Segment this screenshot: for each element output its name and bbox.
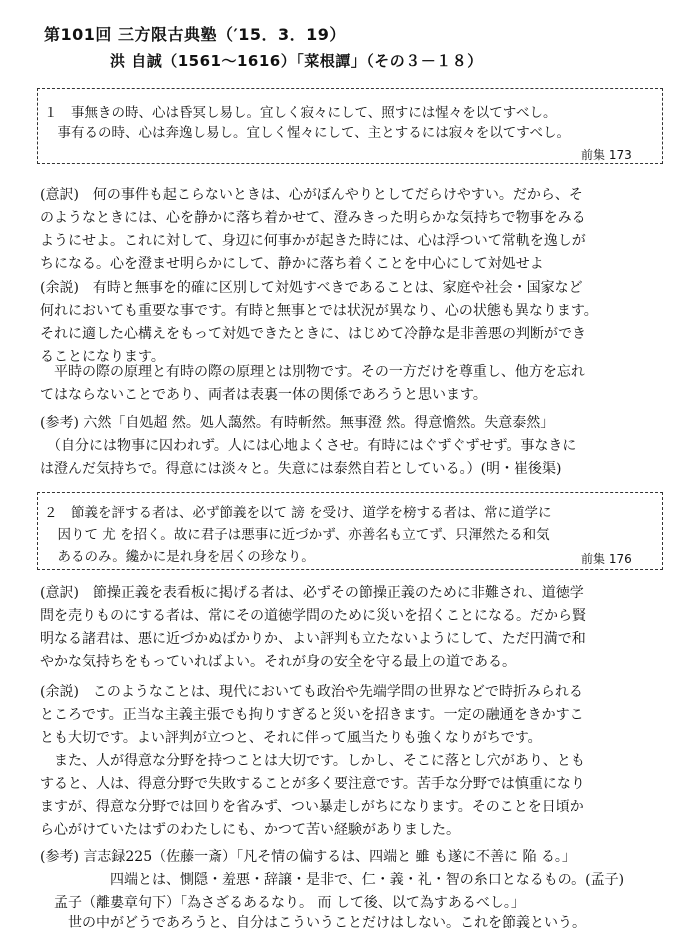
translation-1-line-4: ちになる。心を澄ませ明らかにして、静かに落ち着くことを中心にして対処せよ bbox=[40, 256, 544, 272]
comment-2-line-4: また、人が得意な分野を持つことは大切です。しかし、そこに落とし穴があり、とも bbox=[40, 753, 585, 769]
page-title: 第101回 三方限古典塾（′15．3．19） bbox=[44, 25, 346, 44]
translation-2-line-4: やかな気持ちをもっていればよい。それが身の安全を守る最上の道である。 bbox=[40, 654, 516, 670]
passage-1-line-2: 事有るの時、心は奔逸し易し。宜しく惺々にして、主とするには寂々を以てすべし。 bbox=[44, 125, 570, 141]
comment-2-line-2: ところです。正当な主義主張でも拘りすぎると災いを招きます。一定の融通をきかすこ bbox=[40, 707, 584, 723]
reference-2-line-4: 世の中がどうであろうと、自分はこういうことだけはしない。これを節義という。 bbox=[40, 915, 586, 931]
passage-2-line-3: あるのみ。纔かに是れ身を居くの珍なり。 bbox=[44, 549, 315, 565]
comment-2-line-5: すると、人は、得意分野で失敗することが多く要注意です。苦手な分野では慎重になり bbox=[40, 776, 585, 792]
comment-2-line-6: ますが、得意な分野では回りを省みず、つい暴走しがちになります。そのことを日頃か bbox=[40, 799, 584, 815]
translation-1-line-2: のようなときには、心を静かに落ち着かせて、澄みきった明らかな気持ちで物事をみる bbox=[40, 210, 586, 226]
translation-2-line-2: 問を売りものにする者は、常にその道徳学問のために災いを招くことになる。だから賢 bbox=[40, 608, 586, 624]
reference-1-line-1: (参考) 六然「自処超 然。処人藹然。有時斬然。無事澄 然。得意憺然。失意泰然」 bbox=[40, 415, 555, 431]
comment-1-line-1: (余説) 有時と無事を的確に区別して対処すべきであることは、家庭や社会・国家など bbox=[40, 280, 583, 296]
comment-2-line-7: ら心がけていたはずのわたしにも、かつて苦い経験がありました。 bbox=[40, 822, 460, 838]
translation-1-line-1: (意訳) 何の事件も起こらないときは、心がぼんやりとしてだらけやすい。だから、そ bbox=[40, 187, 583, 203]
comment-1-line-3: それに適した心構えをもって対処できたときに、はじめて冷静な是非善悪の判断ができ bbox=[40, 326, 586, 342]
passage-2-line-1: ２ 節義を評する者は、必ず節義を以て 謗 を受け、道学を榜する者は、常に道学に bbox=[44, 505, 552, 521]
comment-2-line-1: (余説) このようなことは、現代においても政治や先端学問の世界などで時折みられる bbox=[40, 684, 583, 700]
passage-1-reference: 前集 173 bbox=[581, 148, 632, 162]
comment-1-line-4: ることになります。 bbox=[40, 349, 165, 365]
reference-2-line-3: 孟子（離婁章句下）「為さざるあるなり。 而 して後、以て為すあるべし。」 bbox=[40, 895, 525, 911]
passage-1-line-1: １ 事無きの時、心は昏冥し易し。宜しく寂々にして、照すには惺々を以てすべし。 bbox=[44, 105, 557, 121]
comment-1-line-6: てはならないことであり、両者は表裏一体の関係であろうと思います。 bbox=[40, 387, 487, 403]
comment-1-line-5: 平時の際の原理と有時の際の原理とは別物です。その一方だけを尊重し、他方を忘れ bbox=[40, 364, 585, 380]
translation-2-line-1: (意訳) 節操正義を表看板に掲げる者は、必ずその節操正義のために非難され、道徳学 bbox=[40, 585, 584, 601]
passage-2-line-2: 因りて 尤 を招く。故に君子は悪事に近づかず、亦善名も立てず、只渾然たる和気 bbox=[44, 527, 550, 543]
page-subtitle: 洪 自誠（1561〜1616）「菜根譚」（その３－１８） bbox=[110, 52, 483, 70]
reference-1-line-3: は澄んだ気持ちで。得意には淡々と。失意には泰然自若としている。）(明・崔後渠) bbox=[40, 461, 562, 477]
translation-2-line-3: 明なる諸君は、悪に近づかぬばかりか、よい評判も立たないようにして、ただ円満で和 bbox=[40, 631, 586, 647]
passage-2-reference: 前集 176 bbox=[581, 552, 632, 566]
reference-2-line-2: 四端とは、惻隠・羞悪・辞譲・是非で、仁・義・礼・智の糸口となるもの。(孟子) bbox=[40, 872, 625, 888]
comment-2-line-3: とも大切です。よい評判が立つと、それに伴って風当たりも強くなりがちです。 bbox=[40, 730, 542, 746]
translation-1-line-3: ようにせよ。これに対して、身辺に何事かが起きた時には、心は浮ついて常軌を逸しが bbox=[40, 233, 586, 249]
comment-1-line-2: 何れにおいても重要な事です。有時と無事とでは状況が異なり、心の状態も異なります。 bbox=[40, 303, 598, 319]
reference-1-line-2: （自分には物事に囚われず。人には心地よくさせ。有時にはぐずぐずせず。事なきに bbox=[40, 438, 577, 454]
reference-2-line-1: (参考) 言志録225（佐藤一斎）「凡そ情の偏するは、四端と 雖 も遂に不善に 陥 る。」 bbox=[40, 849, 576, 865]
